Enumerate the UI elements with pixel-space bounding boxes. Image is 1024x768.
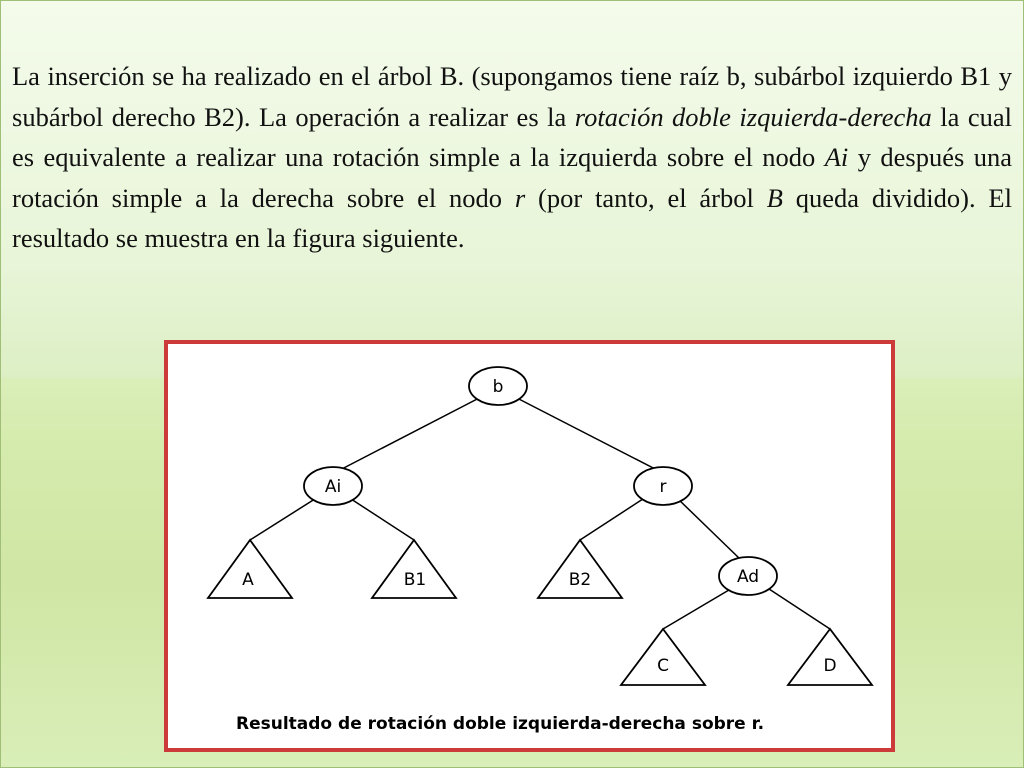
node-ad-label: Ad (736, 567, 760, 587)
edge-ai-b1 (348, 497, 414, 540)
edge-b-ai (336, 396, 483, 472)
edge-ad-c (663, 587, 734, 629)
node-r-label: r (659, 477, 667, 497)
tree-figure (164, 340, 895, 752)
tree-diagram (168, 344, 891, 748)
subtree-c-label: C (657, 656, 669, 676)
subtree-d-label: D (823, 656, 837, 676)
paragraph-italic-r: r (514, 182, 526, 213)
paragraph-italic-ai: Ai (824, 142, 849, 172)
edge-b-r (513, 396, 661, 472)
subtree-b1-label: B1 (403, 570, 427, 590)
figure-caption: Resultado de rotación doble izquierda-derecha sobre r. (236, 714, 765, 734)
paragraph-text-3: y después una rotación simple a la derecha sobre el nodo (12, 142, 1012, 213)
node-b-label: b (492, 377, 504, 397)
subtree-b2-label: B2 (568, 570, 592, 590)
paragraph-italic-rotation: rotación doble izquierda-derecha (574, 101, 932, 132)
paragraph-text-4: (por tanto, el árbol (525, 182, 767, 213)
paragraph-text-2: la cual es equivalente a realizar una rotación simple a la izquierda sobre el nodo (12, 101, 1012, 172)
body-paragraph (12, 56, 1012, 259)
edge-r-ad (676, 497, 740, 559)
paragraph-italic-b: B (766, 182, 783, 213)
node-ai-label: Ai (324, 477, 342, 497)
edge-ai-a (250, 497, 318, 540)
edge-r-b2 (580, 497, 646, 540)
edge-ad-d (766, 587, 830, 629)
paragraph-text-1: La inserción se ha realizado en el árbol B. (supongamos tiene raíz b, subárbol izquierdo B1 y subárbol derecho B2). La operación a realizar es la (12, 61, 1012, 132)
paragraph-text-5: queda dividido). El resultado se muestra en la figura siguiente. (12, 182, 1012, 253)
subtree-a-label: A (242, 570, 254, 590)
